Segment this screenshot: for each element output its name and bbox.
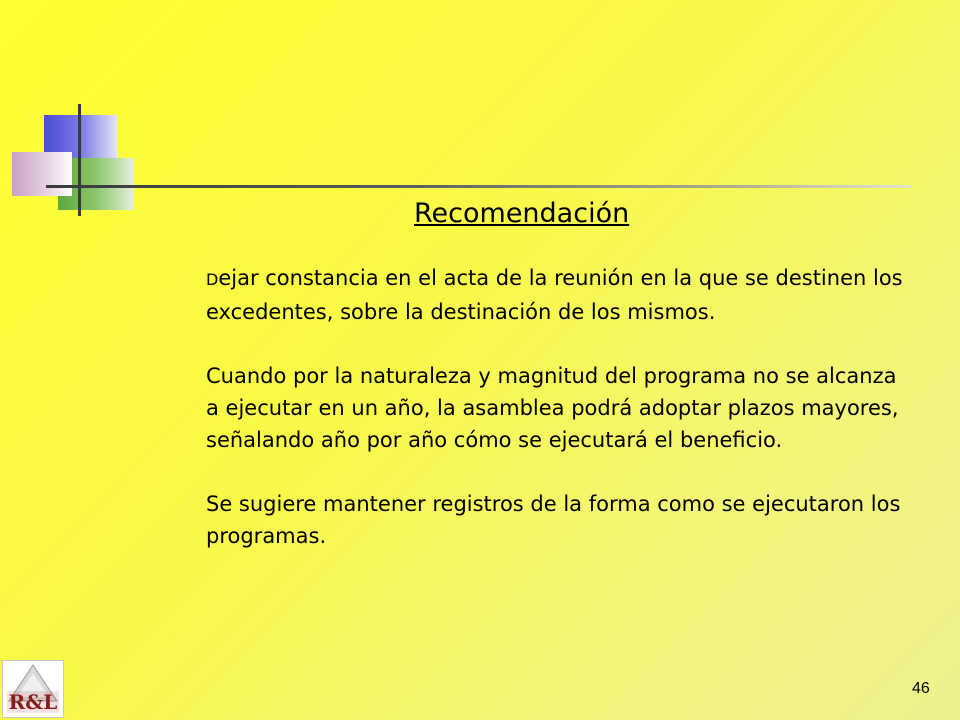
paragraph-1-text: ejar constancia en el acta de la reunión en la que se destinen los excedentes, sobre la destinación de los mismos.	[206, 266, 903, 324]
paragraph-2	[206, 360, 906, 456]
logo-text: R&L	[8, 690, 58, 714]
decor-vertical-line	[78, 104, 81, 216]
paragraph-3	[206, 488, 906, 552]
slide-title: Recomendación	[414, 198, 630, 229]
slide-body	[206, 262, 906, 552]
page-number: 46	[912, 680, 930, 697]
rl-logo-graphic	[3, 661, 63, 717]
decor-horizontal-line	[46, 185, 912, 188]
rl-logo-icon	[2, 660, 64, 718]
paragraph-2-text: Cuando por la naturaleza y magnitud del programa no se alcanza a ejecutar en un año, la asamblea podrá adoptar plazos mayores, señalando año por año cómo se ejecutará el beneficio.	[206, 364, 899, 452]
paragraph-3-text: Se sugiere mantener registros de la forma como se ejecutaron los programas.	[206, 492, 901, 548]
decor-pink-square	[12, 152, 72, 196]
paragraph-1	[206, 262, 906, 328]
paragraph-1-lead: D	[206, 270, 219, 289]
